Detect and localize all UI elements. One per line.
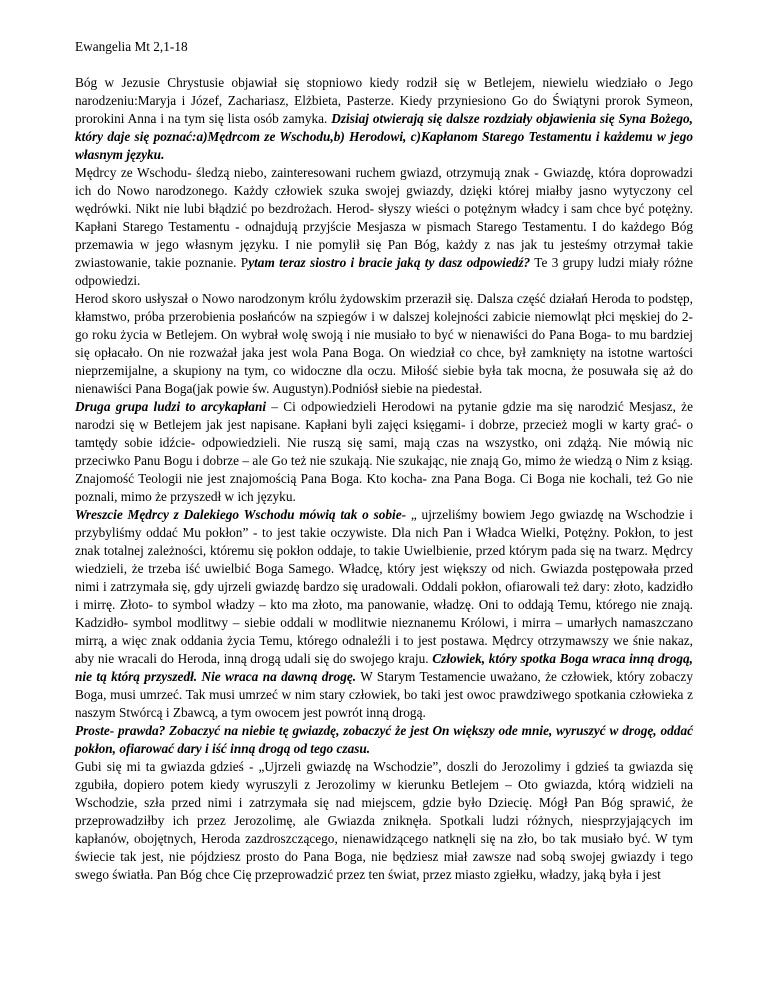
- body-text: „ ujrzeliśmy bowiem Jego gwiazdę na Wschodzie i przybyliśmy oddać Mu pokłon” - to jest takie oczywiste. Dla nich Pan i Władca Wielki, Potężny. Pokłon, to jest znak totalnej zależności, któremu się pokłon oddaje, to takie Uwielbienie, przed którym pada się na twarz. Mędrcy wiedzieli, że trzeba iść uwielbić Boga Samego. Władcę, który jest większy od nich. Gwiazda postępowała przed nimi i zatrzymała się, gdy ujrzeli gwiazdę bardzo się uradowali. Oddali pokłon, ofiarowali też dary: złoto, kadzidło i mirrę. Złoto- to symbol władzy – kto ma złoto, ma panowanie, władzę. Oni to oddają Temu, którego nie znają. Kadzidło- symbol modlitwy – siebie oddali w modlitwie nieznanemu Królowi, i mirra – umarłych namaszczano mirrą, a więc znak oddania życia Temu, którego odnaleźli i to jest postawa. Mędrcy otrzymawszy we śnie nakaz, aby nie wracali do Heroda, inną drogą udali się do swojego kraju.: [75, 507, 693, 666]
- body-text: Mędrcy ze Wschodu- śledzą niebo, zainteresowani ruchem gwiazd, otrzymują znak - Gwiazdę, która doprowadzi ich do Nowo narodzonego. Każdy człowiek szuka swojej gwiazdy, dzięki której miałby jasno wytyczony cel wędrówki. Nikt nie lubi błądzić po bezdrożach. Herod- słyszy wieści o potężnym władcy i sam chce być potężny. Kapłani Starego Testamentu - odnajdują przyjście Mesjasza w pismach Starego Testamentu. I do każdego Bóg przemawia w jego własnym języku. I nie pomylił się Pan Bóg, każdy z nas jak tu jesteśmy otrzymał takie zwiastowanie, takie poznanie. P: [75, 165, 693, 270]
- body-text: – Ci odpowiedzieli Herodowi na pytanie gdzie ma się narodzić Mesjasz, że narodzi się w Betlejem jak jest napisane. Kapłani byli zajęci księgami- i dobrze, przecież mogli w karty grać- o tamtędy sobie idźcie- odpowiedzieli. Nie ruszą się sami, mają czas na wszystko, oni zdążą. Nie mówią nic przeciwko Panu Bogu i dobrze – ale Go też nie szukają. Nie szukając, nie znają Go, mimo że wiedzą o Nim z ksiąg. Znajomość Teologii nie jest znajomością Pana Boga. Kto kocha- zna Pana Boga. Ci Boga nie kochali, też Go nie poznali, mimo że przyszedł w ich języku.: [75, 399, 693, 504]
- emphasis-text: Proste- prawda? Zobaczyć na niebie tę gwiazdę, zobaczyć że jest On większy ode mnie, wyruszyć w drogę, oddać pokłon, ofiarować dary i iść inną drogą od tego czasu.: [75, 723, 693, 756]
- body-text: Bóg w Jezusie Chrystusie objawiał się stopniowo kiedy rodził się w Betlejem, niewielu wiedziało o Jego narodzeniu:Maryja i Józef, Zachariasz, Elżbieta, Pasterze. Kiedy przyniesiono Go do Świątyni prorok Symeon, prorokini Anna i na tym się lista osób zamyka.: [75, 75, 693, 126]
- body-text: Te 3 grupy ludzi miały różne odpowiedzi.: [75, 255, 694, 288]
- paragraph: [75, 164, 693, 290]
- document-body: [75, 74, 693, 884]
- emphasis-text: Wreszcie Mędrcy z Dalekiego Wschodu mówią tak o sobie-: [75, 507, 407, 522]
- body-text: W Starym Testamencie uważano, że człowiek, który zobaczy Boga, musi umrzeć. Tak musi umrzeć w nim stary człowiek, bo taki jest owoc prawdziwego spotkania człowieka z naszym Stwórcą i Zbawcą, a tym owocem jest powrót inną drogą.: [75, 669, 693, 720]
- emphasis-text: Człowiek, który spotka Boga wraca inną drogą, nie tą którą przyszedł. Nie wraca na dawną drogę.: [75, 651, 693, 684]
- paragraph: [75, 74, 693, 164]
- emphasis-text: Dzisiaj otwierają się dalsze rozdziały objawienia się Syna Bożego, który daje się poznać:a)Mędrcom ze Wschodu,b) Herodowi, c)Kapłanom Starego Testamentu i każdemu w jego własnym języku.: [75, 111, 693, 162]
- paragraph: [75, 398, 693, 506]
- emphasis-text: Druga grupa ludzi to arcykapłani: [75, 399, 267, 414]
- document-title: Ewangelia Mt 2,1-18: [75, 39, 188, 54]
- paragraph: [75, 290, 693, 398]
- body-text: Gubi się mi ta gwiazda gdzieś - „Ujrzeli gwiazdę na Wschodzie”, doszli do Jerozolimy i gdzieś ta gwiazda się zgubiła, dopiero potem kiedy wyruszyli z Jerozolimy w kierunku Betlejem – Oto gwiazda, którą widzieli na Wschodzie, szła przed nimi i zatrzymała się nad miejscem, gdzie było Dziecię. Mógł Pan Bóg sprawić, że przeprowadziłby ich przez Jerozolimę, ale Gwiazda zniknęła. Spotkali ludzi różnych, niesprzyjających im kapłanów, obojętnych, Heroda zazdroszczącego, nienawidzącego natknęli się na zło, bo tak musiało być. W tym świecie tak jest, nie pójdziesz prosto do Pana Boga, nie będziesz miał zawsze nad sobą swojej gwiazdy i tego swego światła. Pan Bóg chce Cię przeprowadzić przez ten świat, przez miasto zgiełku, władzy, jaką była i jest: [75, 759, 693, 882]
- body-text: Herod skoro usłyszał o Nowo narodzonym królu żydowskim przeraził się. Dalsza część działań Heroda to podstęp, kłamstwo, próba przerobienia posłańców na szpiegów i w dalszej kolejności zabicie niemowląt płci męskiej do 2-go roku życia w Betlejem. On wybrał wolę swoją i nie musiało to być w nienawiści do Pana Boga- to mu bardziej się opłacało. On nie rozważał jaka jest wola Pana Boga. On wiedział co chce, był zamknięty na istotne wartości nieprzemijalne, a skupiony na tym, co widoczne dla oczu. Miłość siebie była tak mocna, że posuwała się aż do nienawiści Pana Boga(jak powie św. Augustyn).Podniósł siebie na piedestał.: [75, 291, 693, 396]
- emphasis-text: ytam teraz siostro i bracie jaką ty dasz odpowiedź?: [248, 255, 531, 270]
- paragraph: [75, 722, 693, 758]
- paragraph: [75, 758, 693, 884]
- paragraph: [75, 506, 693, 722]
- document-page: [75, 38, 693, 884]
